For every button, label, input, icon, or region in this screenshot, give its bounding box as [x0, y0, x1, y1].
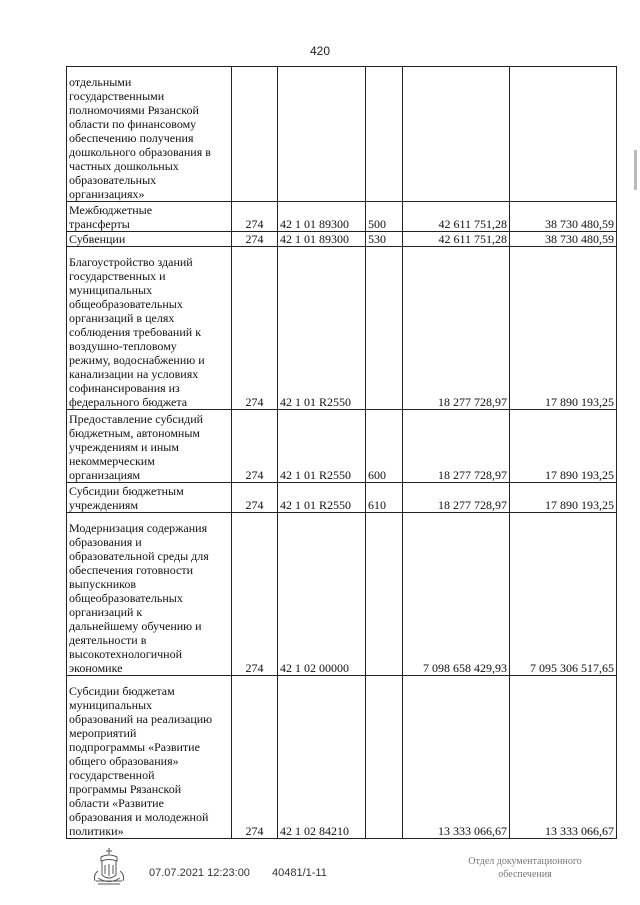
row-name-text: Предоставление субсидий бюджетным, автономным учреждениям и иным некоммерческим организациям: [69, 412, 204, 482]
page-footer: [0, 845, 640, 895]
cell-vr: [366, 247, 403, 410]
cell-vr: [366, 513, 403, 676]
page-number: 420: [309, 44, 331, 58]
cell-name: [67, 676, 232, 839]
cell-sum1: 42 611 751,28: [403, 202, 510, 232]
cell-section: 42 1 01 89300: [278, 232, 366, 247]
table-row: [67, 67, 617, 202]
cell-name: [67, 232, 232, 247]
row-name-text: Благоустройство зданий государственных и муниципальных общеобразовательных организаций в целях соблюдения требований к воздушно-тепловому режиму, водоснабжению и канализации на условиях софинансирования из федерального бюджета: [69, 255, 205, 409]
footer-department-stamp: Отдел документационного обеспечения: [468, 856, 582, 880]
cell-code: [232, 67, 278, 202]
cell-sum1: 42 611 751,28: [403, 232, 510, 247]
table-row: [67, 410, 617, 483]
cell-name: [67, 483, 232, 513]
cell-sum2: [510, 67, 617, 202]
cell-vr: 500: [366, 202, 403, 232]
cell-sum2: 7 095 306 517,65: [510, 513, 617, 676]
cell-section: 42 1 02 00000: [278, 513, 366, 676]
row-name-text: Субсидии бюджетам муниципальных образований на реализацию мероприятий подпрограммы «Развитие общего образования» государственной программы Рязанской области «Развитие образования и молодежной политики»: [69, 684, 213, 838]
cell-sum2: 17 890 193,25: [510, 247, 617, 410]
cell-sum1: [403, 67, 510, 202]
cell-vr: [366, 676, 403, 839]
cell-sum1: 18 277 728,97: [403, 483, 510, 513]
cell-sum2: 38 730 480,59: [510, 232, 617, 247]
table-row: [67, 513, 617, 676]
table-row: [67, 483, 617, 513]
cell-sum1: 7 098 658 429,93: [403, 513, 510, 676]
budget-table: [66, 66, 617, 839]
table-row: [67, 676, 617, 839]
cell-name: [67, 67, 232, 202]
cell-sum1: 18 277 728,97: [403, 247, 510, 410]
cell-name: [67, 202, 232, 232]
cell-vr: 610: [366, 483, 403, 513]
coat-of-arms-icon: [92, 845, 126, 889]
row-name-text: Субвенции: [69, 232, 126, 246]
cell-sum2: 17 890 193,25: [510, 410, 617, 483]
cell-section: 42 1 01 R2550: [278, 247, 366, 410]
cell-code: 274: [232, 202, 278, 232]
cell-section: 42 1 01 R2550: [278, 483, 366, 513]
cell-vr: 530: [366, 232, 403, 247]
row-name-text: отдельными государственными полномочиями Рязанской области по финансовому обеспечению получения дошкольного образования в частных дошкольных образовательных организациях»: [69, 75, 211, 201]
cell-sum1: 18 277 728,97: [403, 410, 510, 483]
row-name-text: Межбюджетные трансферты: [69, 203, 153, 231]
scan-margin-mark: [634, 150, 637, 190]
cell-sum1: 13 333 066,67: [403, 676, 510, 839]
cell-section: 42 1 01 R2550: [278, 410, 366, 483]
footer-doc-number: 40481/1-11: [272, 867, 327, 879]
row-name-text: Субсидии бюджетным учреждениям: [69, 484, 184, 512]
table-row: [67, 232, 617, 247]
cell-name: [67, 247, 232, 410]
cell-code: 274: [232, 483, 278, 513]
cell-section: 42 1 01 89300: [278, 202, 366, 232]
cell-name: [67, 410, 232, 483]
table-row: [67, 247, 617, 410]
table-body: [67, 67, 617, 839]
row-name-text: Модернизация содержания образования и образовательной среды для обеспечения готовности выпускников общеобразовательных организаций к дальнейшему обучению и деятельности в высокотехнологичной экономике: [69, 521, 209, 675]
cell-sum2: 38 730 480,59: [510, 202, 617, 232]
cell-code: 274: [232, 410, 278, 483]
cell-sum2: 17 890 193,25: [510, 483, 617, 513]
cell-code: 274: [232, 232, 278, 247]
cell-section: [278, 67, 366, 202]
cell-vr: [366, 67, 403, 202]
footer-datetime: 07.07.2021 12:23:00: [149, 867, 250, 879]
cell-section: 42 1 02 84210: [278, 676, 366, 839]
cell-vr: 600: [366, 410, 403, 483]
cell-code: 274: [232, 247, 278, 410]
cell-code: 274: [232, 676, 278, 839]
cell-sum2: 13 333 066,67: [510, 676, 617, 839]
table-row: [67, 202, 617, 232]
cell-code: 274: [232, 513, 278, 676]
cell-name: [67, 513, 232, 676]
